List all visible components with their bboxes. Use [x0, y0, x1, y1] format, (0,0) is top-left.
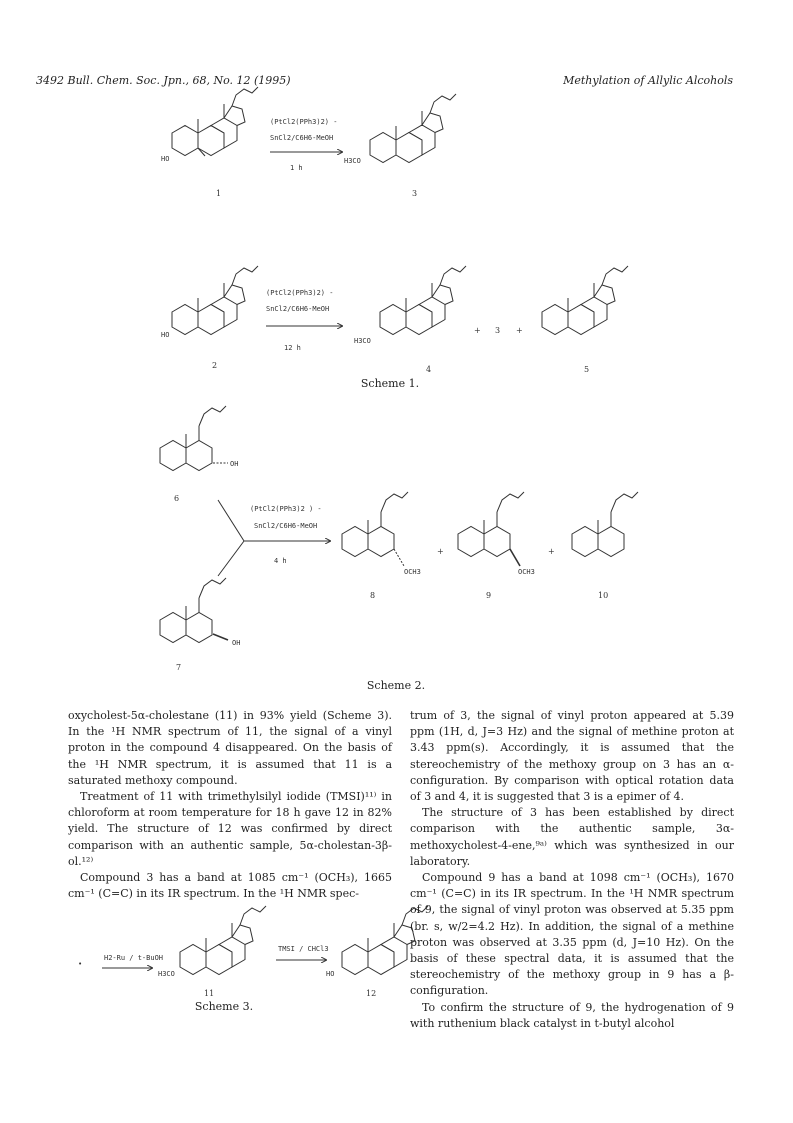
scheme2-plus-a: +: [437, 547, 444, 556]
scheme3-reagent-b: TMSI / CHCl3: [278, 945, 329, 953]
running-header-citation: 3492 Bull. Chem. Soc. Jpn., 68, No. 12 (1995): [36, 74, 291, 87]
compound-7-label: 7: [176, 663, 182, 672]
compound-4-h3co-label: H3CO: [354, 337, 371, 345]
scheme2-reagent-line2: SnCl2/C6H6-MeOH: [254, 522, 318, 530]
scheme2-reagent-line1: (PtCl2(PPh3)2 ) -: [250, 505, 322, 513]
compound-8-och3-label: OCH3: [404, 568, 421, 576]
compound-9-structure: [458, 492, 524, 557]
compound-11-h3co-label: H3CO: [158, 970, 175, 978]
scheme1-plus-b: +: [516, 326, 523, 335]
body-column-right: [410, 708, 734, 1032]
scheme2-time: 4 h: [274, 557, 287, 565]
scheme3-start-dot: •: [78, 960, 83, 968]
compound-11-structure: [180, 906, 266, 975]
scheme2-plus-b: +: [548, 547, 555, 556]
compound-1-structure: [172, 87, 258, 156]
compound-6-structure: [160, 406, 226, 471]
scheme1-product-3-ref: 3: [495, 326, 501, 335]
paragraph: trum of 3, the signal of vinyl proton appeared at 5.39 ppm (1H, d, J=3 Hz) and the signal of methine proton at 3.43 ppm(s). Accordingly, it is assumed that the stereochemistry of the methoxy group on 3 has an α-configuration. By comparison with optical rotation data of 3 and 4, it is suggested that 3 is a epimer of 4.: [410, 709, 734, 804]
compound-1-label: 1: [216, 189, 222, 198]
compound-5-structure: [542, 266, 628, 335]
compound-9-och3-label: OCH3: [518, 568, 535, 576]
compound-9-label: 9: [486, 591, 492, 600]
compound-4-label: 4: [426, 365, 432, 374]
compound-5-label: 5: [584, 365, 590, 374]
running-header-title: Methylation of Allylic Alcohols: [563, 74, 733, 87]
compound-3-h3co-label: H3CO: [344, 157, 361, 165]
compound-3-label: 3: [412, 189, 418, 198]
scheme3-caption: Scheme 3.: [194, 1000, 254, 1013]
scheme3-reagent-a: H2-Ru / t-BuOH: [104, 954, 164, 962]
compound-12-label: 12: [366, 989, 377, 998]
scheme1-plus-a: +: [474, 326, 481, 335]
compound-12-ho-label: HO: [326, 970, 335, 978]
paragraph: To confirm the structure of 9, the hydrogenation of 9 with ruthenium black catalyst in t-butyl alcohol: [410, 1000, 734, 1030]
paragraph: oxycholest-5α-cholestane (11) in 93% yield (Scheme 3). In the ¹H NMR spectrum of 11, the signal of a vinyl proton in the compound 4 disappeared. On the basis of the ¹H NMR spectrum, it is assumed that 11 is a saturated methoxy compound.: [68, 709, 392, 787]
scheme2-caption: Scheme 2.: [366, 679, 426, 692]
compound-10-label: 10: [598, 591, 609, 600]
paragraph: Compound 3 has a band at 1085 cm⁻¹ (OCH₃), 1665 cm⁻¹ (C=C) in its IR spectrum. In the ¹H NMR spec-: [68, 871, 392, 901]
scheme1-caption: Scheme 1.: [360, 377, 420, 390]
body-column-left: [68, 708, 392, 902]
paragraph: The structure of 3 has been established by direct comparison with the authentic sample, 3α-methoxycholest-4-ene,⁹ᵃ⁾ which was synthesized in our laboratory.: [410, 806, 734, 868]
scheme1-reagent-a-line1: (PtCl2(PPh3)2) -: [270, 118, 338, 126]
compound-3-structure: [370, 94, 456, 163]
scheme1-time-a: 1 h: [290, 164, 303, 172]
compound-10-structure: [572, 492, 638, 557]
paragraph: Compound 9 has a band at 1098 cm⁻¹ (OCH₃), 1670 cm⁻¹ (C=C) in its IR spectrum. In the ¹H NMR spectrum of 9, the signal of vinyl proton was observed at 5.35 ppm (br. s, w/2=4.2 Hz). In addition, the signal of a methine proton was observed at 3.35 ppm (d, J=10 Hz). On the basis of these spectral data, it is assumed that the stereochemistry of the methoxy group in 9 has a β-configuration.: [410, 871, 734, 998]
compound-8-label: 8: [370, 591, 376, 600]
compound-11-label: 11: [204, 989, 215, 998]
compound-7-structure: [160, 578, 226, 643]
compound-7-oh-label: OH: [232, 639, 241, 647]
compound-8-structure: [342, 492, 408, 557]
compound-1-ho-label: HO: [161, 155, 170, 163]
scheme1-reagent-b-line1: (PtCl2(PPh3)2) -: [266, 289, 334, 297]
compound-2-ho-label: HO: [161, 331, 170, 339]
scheme1-reagent-a-line2: SnCl2/C6H6-MeOH: [270, 134, 334, 142]
compound-4-structure: [380, 266, 466, 335]
scheme1-reagent-b-line2: SnCl2/C6H6-MeOH: [266, 305, 330, 313]
compound-2-label: 2: [212, 361, 218, 370]
compound-2-structure: [172, 266, 258, 335]
scheme1-time-b: 12 h: [284, 344, 301, 352]
paragraph: Treatment of 11 with trimethylsilyl iodide (TMSI)¹¹⁾ in chloroform at room temperature for 18 h gave 12 in 82% yield. The structure of 12 was confirmed by direct comparison with an authentic sample, 5α-cholestan-3β-ol.¹²⁾: [68, 790, 392, 868]
compound-6-oh-label: OH: [230, 460, 239, 468]
compound-6-label: 6: [174, 494, 180, 503]
